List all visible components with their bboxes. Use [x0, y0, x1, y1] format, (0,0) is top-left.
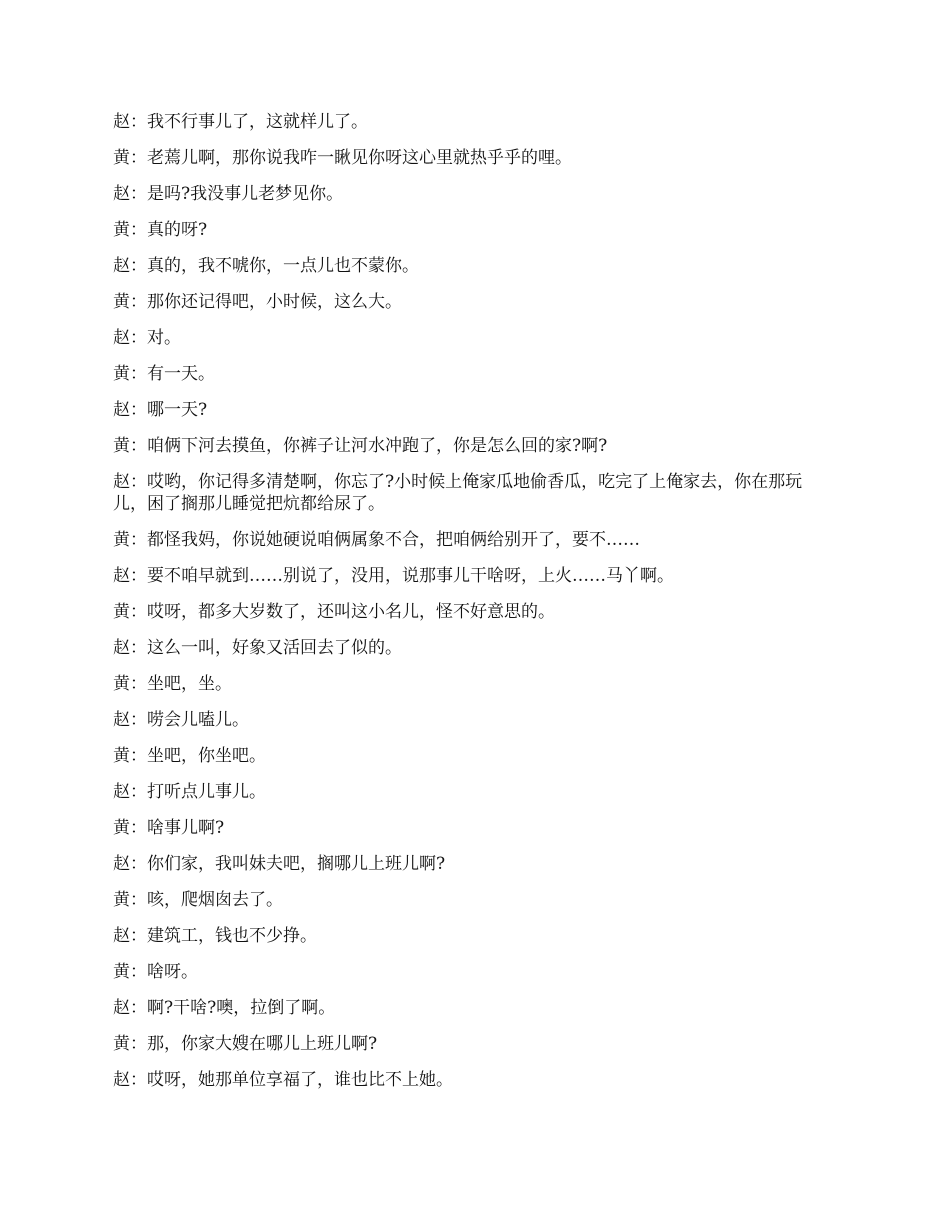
dialogue-line: 黄：那你还记得吧，小时候，这么大。 — [113, 292, 402, 312]
dialogue-line: 黄：坐吧，你坐吧。 — [113, 746, 266, 766]
dialogue-line: 赵：哎呀，她那单位享福了，谁也比不上她。 — [113, 1070, 453, 1090]
dialogue-line: 赵：这么一叫，好象又活回去了似的。 — [113, 638, 402, 658]
dialogue-line: 赵：要不咱早就到……别说了，没用，说那事儿干啥呀，上火……马丫啊。 — [113, 566, 674, 586]
dialogue-text — [113, 111, 833, 1105]
dialogue-line: 赵：建筑工，钱也不少挣。 — [113, 926, 317, 946]
dialogue-line: 黄：真的呀? — [113, 220, 208, 240]
dialogue-line: 赵：啊?干啥?噢，拉倒了啊。 — [113, 998, 336, 1018]
dialogue-line: 黄：咳，爬烟囱去了。 — [113, 890, 283, 910]
dialogue-line: 赵：真的，我不唬你，一点儿也不蒙你。 — [113, 256, 419, 276]
dialogue-line: 赵：对。 — [113, 328, 181, 348]
dialogue-line: 赵：唠会儿嗑儿。 — [113, 710, 249, 730]
dialogue-line: 黄：那，你家大嫂在哪儿上班儿啊? — [113, 1034, 378, 1054]
dialogue-line: 赵：我不行事儿了，这就样儿了。 — [113, 112, 368, 132]
dialogue-line: 黄：老蔫儿啊，那你说我咋一瞅见你呀这心里就热乎乎的哩。 — [113, 148, 572, 168]
dialogue-line: 赵：是吗?我没事儿老梦见你。 — [113, 184, 344, 204]
dialogue-line: 赵：打听点儿事儿。 — [113, 782, 266, 802]
dialogue-line: 赵：你们家，我叫妹夫吧，搁哪儿上班儿啊? — [113, 854, 446, 874]
dialogue-line: 黄：都怪我妈，你说她硬说咱俩属象不合，把咱俩给别开了，要不…… — [113, 530, 640, 550]
dialogue-line: 黄：有一天。 — [113, 364, 215, 384]
dialogue-line: 赵：哪一天? — [113, 400, 208, 420]
dialogue-line: 黄：啥呀。 — [113, 962, 198, 982]
dialogue-line: 赵：哎哟，你记得多清楚啊，你忘了?小时候上俺家瓜地偷香瓜，吃完了上俺家去，你在那玩儿，困了搁那儿睡觉把炕都给尿了。 — [113, 472, 803, 514]
dialogue-line: 黄：坐吧，坐。 — [113, 674, 232, 694]
dialogue-line: 黄：哎呀，都多大岁数了，还叫这小名儿，怪不好意思的。 — [113, 602, 555, 622]
dialogue-line: 黄：咱俩下河去摸鱼，你裤子让河水冲跑了，你是怎么回的家?啊? — [113, 436, 608, 456]
dialogue-line: 黄：啥事儿啊? — [113, 818, 225, 838]
